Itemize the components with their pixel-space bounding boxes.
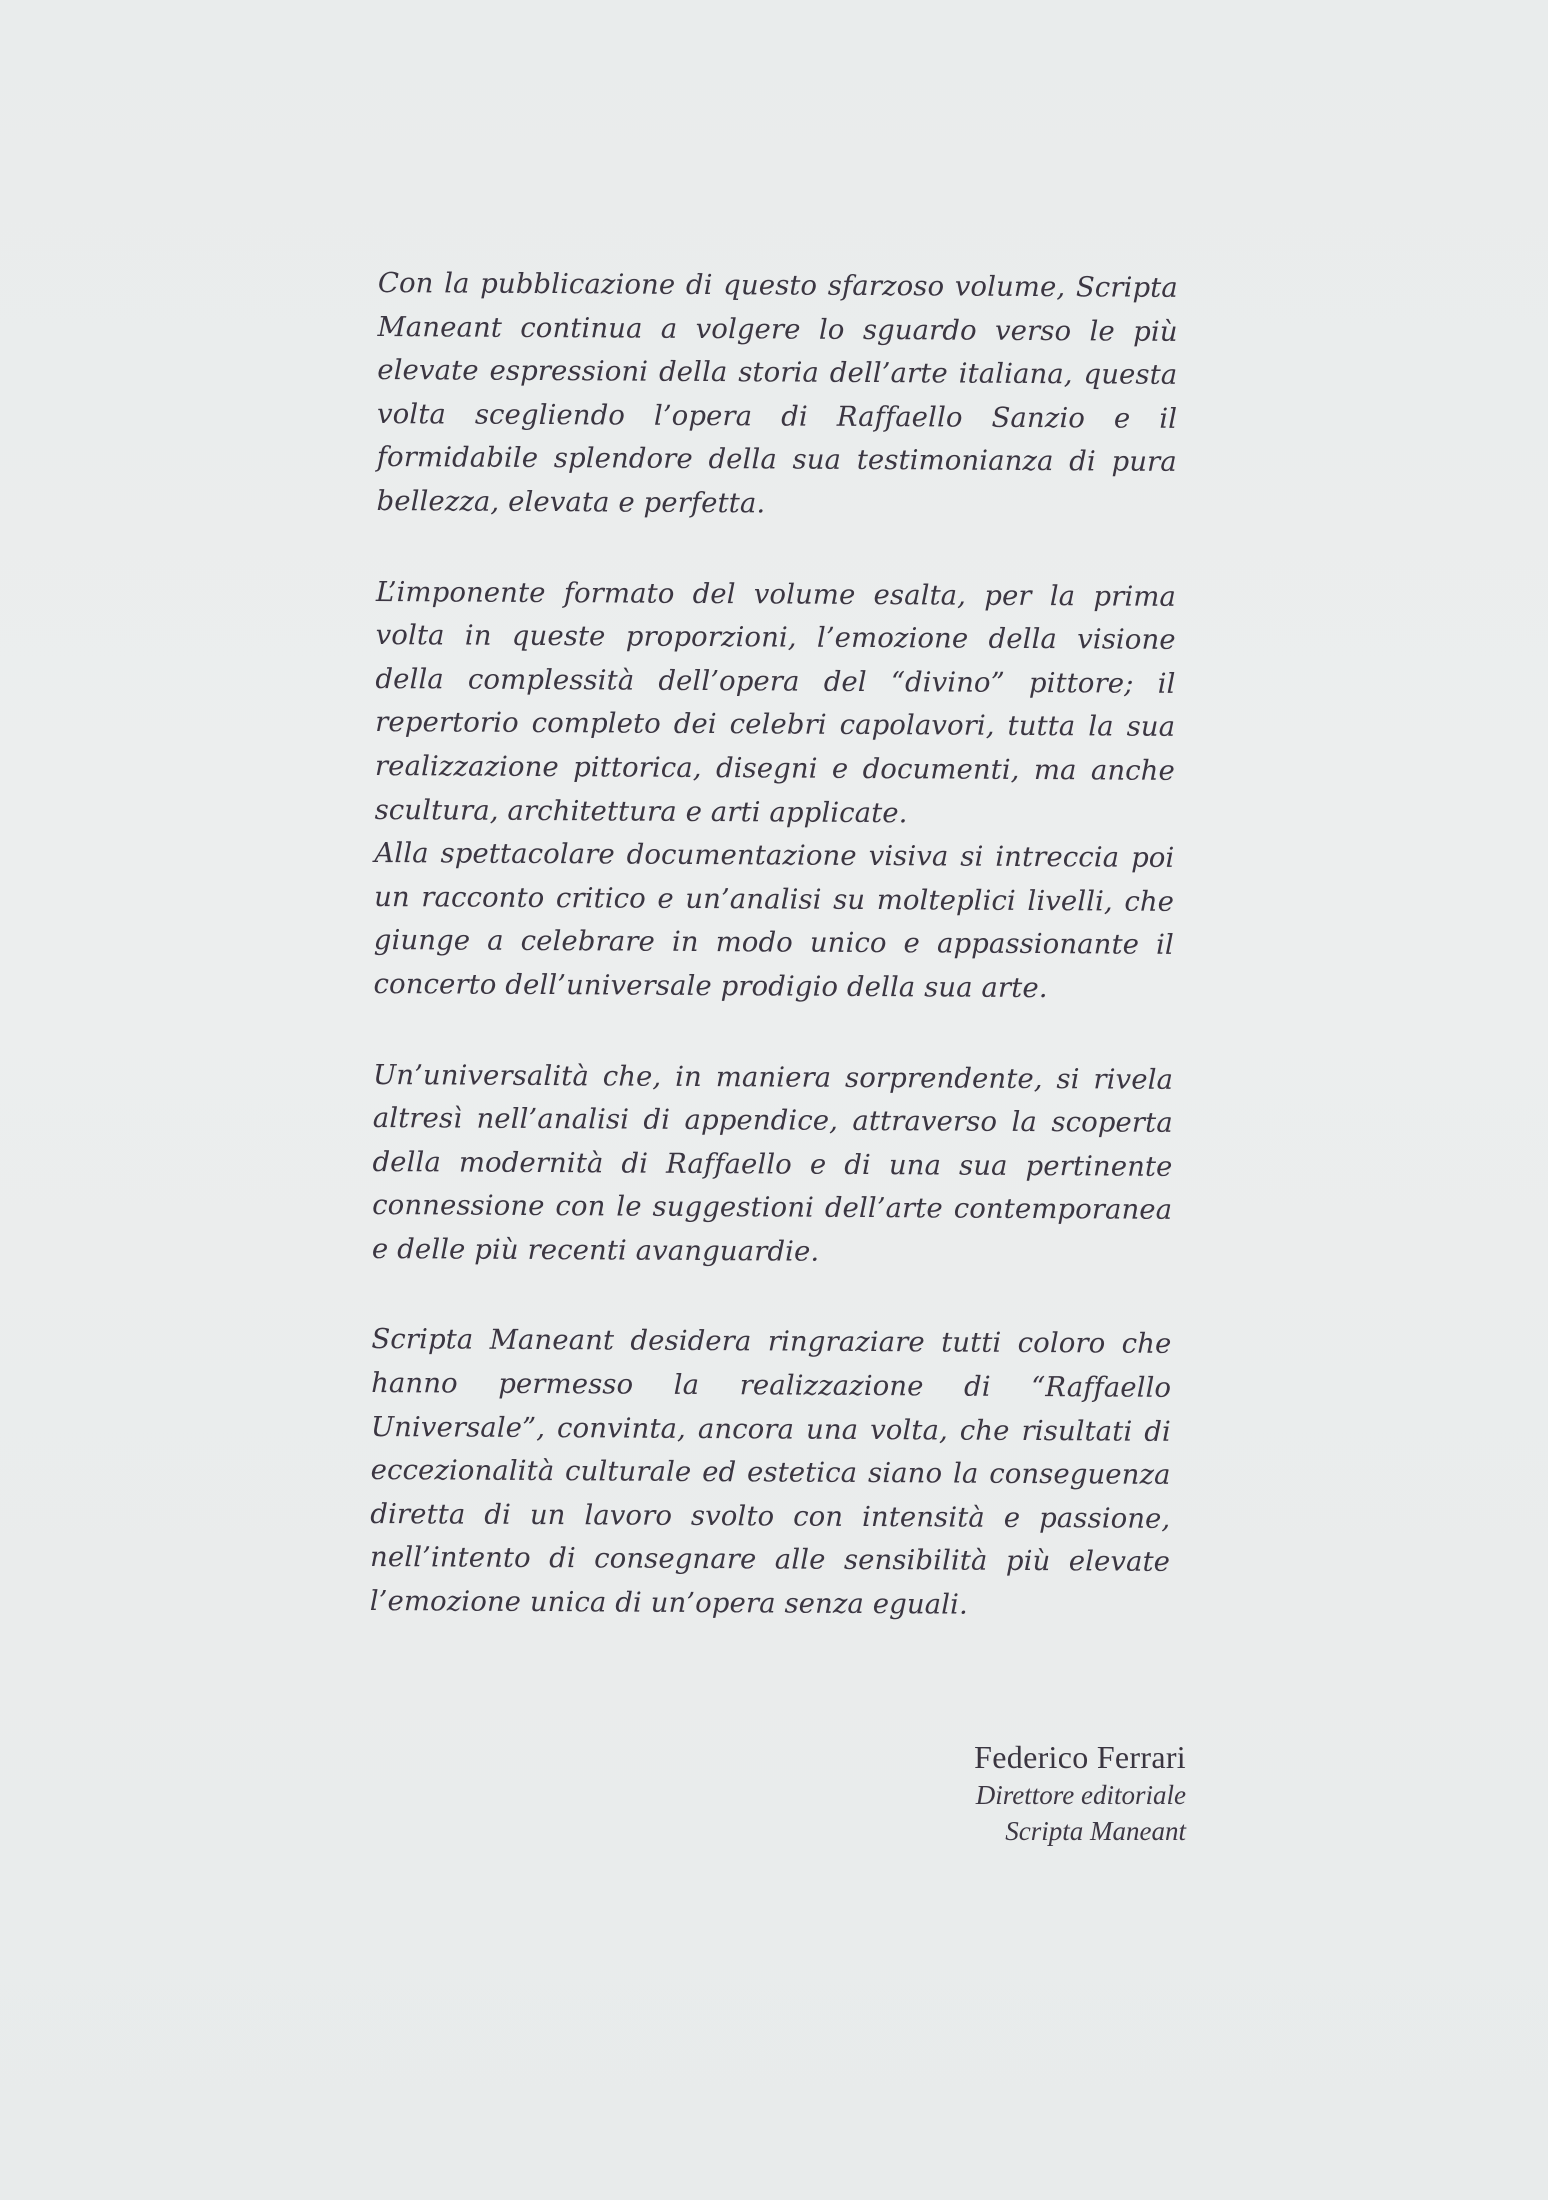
signature-name: Federico Ferrari: [974, 1739, 1186, 1775]
paragraph-universality: Un’universalità che, in maniera sorprendente, si rivela altresì nell’analisi di appendice, attraverso la scoperta della modernità di Raffaello e di una sua pertinente connessione con le suggestioni dell’arte contemporanea e delle più recenti avanguardie.: [371, 1058, 1174, 1268]
signature-organization: Scripta Maneant: [1005, 1816, 1186, 1846]
paragraph-intro: Con la pubblicazione di questo sfarzoso volume, Scripta Maneant continua a volgere lo sguardo verso le più elevate espressioni della storia dell’arte italiana, questa volta scegliendo l’opera di Raffaello Sanzio e il formidabile splendore della sua testimonianza di pura bellezza, elevata e perfetta.: [376, 266, 1178, 520]
signature-role: Direttore editoriale: [975, 1780, 1186, 1810]
paragraph-format: L’imponente formato del volume esalta, per la prima volta in queste proporzioni, l’emozione della visione della complessità dell’opera del “divino” pittore; il repertorio completo dei celebri capolavori, tutta la sua realizzazione pittorica, disegni e documenti, ma anche scultura, architettura e arti applicate.: [374, 575, 1177, 829]
body-text: [369, 262, 1178, 1675]
signature-block: [974, 1737, 1186, 1849]
paragraph-documentation: Alla spettacolare documentazione visiva si intreccia poi un racconto critico e un’analisi su molteplici livelli, che giunge a celebrare in modo unico e appassionante il concerto dell’universale prodigio della sua arte.: [373, 837, 1175, 1005]
paragraph-thanks: Scripta Maneant desidera ringraziare tutti coloro che hanno permesso la realizzazione di “Raffaello Universale”, convinta, ancora una volta, che risultati di eccezionalità culturale ed estetica siano la conseguenza diretta di un lavoro svolto con intensità e passione, nell’intento di consegnare alle sensibilità più elevate l’emozione unica di un’opera senza eguali.: [369, 1323, 1172, 1621]
